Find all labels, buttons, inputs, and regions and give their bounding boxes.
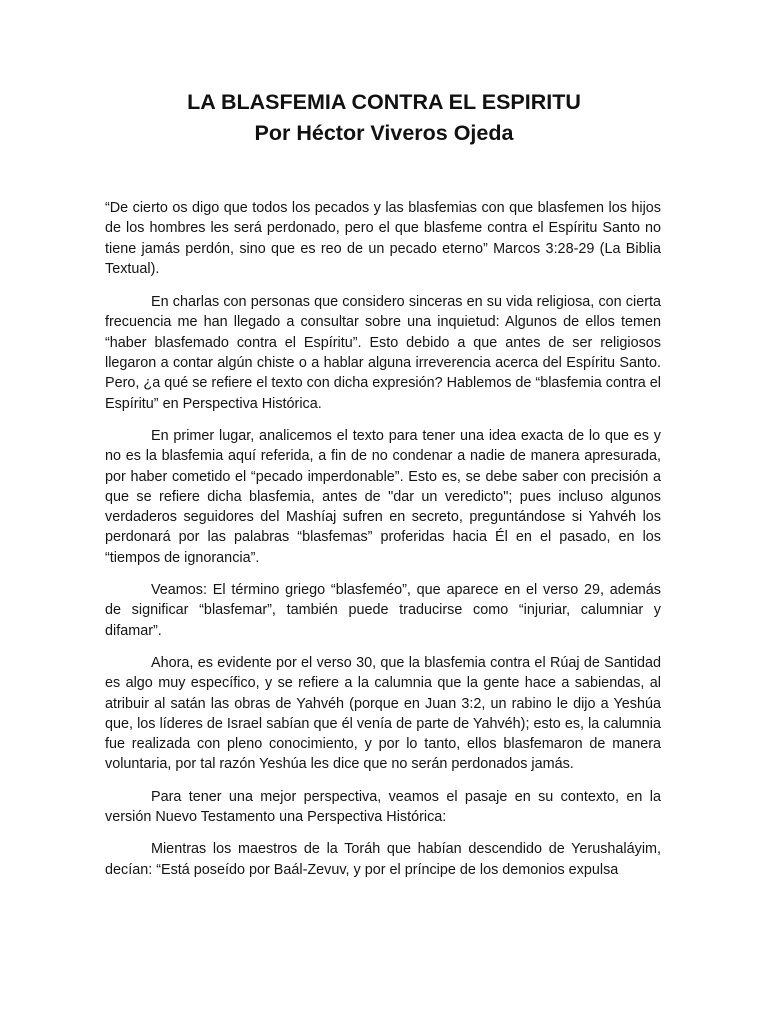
body-paragraph: Veamos: El término griego “blasfeméo”, que aparece en el verso 29, además de significar “blasfemar”, también puede traducirse como “injuriar, calumniar y difamar”. [105,582,661,639]
title-block [0,87,768,149]
document-body [105,198,661,892]
document-title: LA BLASFEMIA CONTRA EL ESPIRITU [187,90,581,114]
body-paragraph: En charlas con personas que considero sinceras en su vida religiosa, con cierta frecuencia me han llegado a consultar sobre una inquietud: Algunos de ellos temen “haber blasfemado contra el Espíritu”. Esto debido a que antes de ser religiosos llegaron a contar algún chiste o a hablar alguna irreverencia acerca del Espíritu Santo. Pero, ¿a qué se refiere el texto con dicha expresión? Hablemos de “blasfemia contra el Espíritu” en Perspectiva Histórica. [105,294,661,412]
body-paragraph: Ahora, es evidente por el verso 30, que la blasfemia contra el Rúaj de Santidad es algo muy específico, y se refiere a la calumnia que la gente hace a sabiendas, al atribuir al satán las obras de Yahvéh (porque en Juan 3:2, un rabino le dijo a Yeshúa que, los líderes de Israel sabían que él venía de parte de Yahvéh); esto es, la calumnia fue realizada con pleno conocimiento, y por lo tanto, ellos blasfemaron de manera voluntaria, por tal razón Yeshúa les dice que no serán perdonados jamás. [105,654,661,773]
scripture-quote-paragraph: “De cierto os digo que todos los pecados y las blasfemias con que blasfemen los hijos de los hombres les será perdonado, pero el que blasfeme contra el Espíritu Santo no tiene jamás perdón, sino que es reo de un pecado eterno” Marcos 3:28-29 (La Biblia Textual). [105,200,661,277]
body-paragraph: Para tener una mejor perspectiva, veamos el pasaje en su contexto, en la versión Nuevo Testamento una Perspectiva Histórica: [105,788,661,826]
author-line: Por Héctor Viveros Ojeda [254,121,514,145]
body-paragraph: Mientras los maestros de la Toráh que habían descendido de Yerushaláyim, decían: “Está poseído por Baál-Zevuv, y por el príncipe de los demonios expulsa [105,841,661,878]
body-paragraph: En primer lugar, analicemos el texto para tener una idea exacta de lo que es y no es la blasfemia aquí referida, a fin de no condenar a nadie de manera apresurada, por haber cometido el “pecado imperdonable”. Esto es, se debe saber con precisión a que se refiere dicha blasfemia, antes de "dar un veredicto"; pues incluso algunos verdaderos seguidores del Mashíaj sufren en secreto, preguntándose si Yahvéh los perdonará por las palabras “blasfemas” proferidas hacia Él en el pasado, en los “tiempos de ignorancia”. [105,427,661,566]
